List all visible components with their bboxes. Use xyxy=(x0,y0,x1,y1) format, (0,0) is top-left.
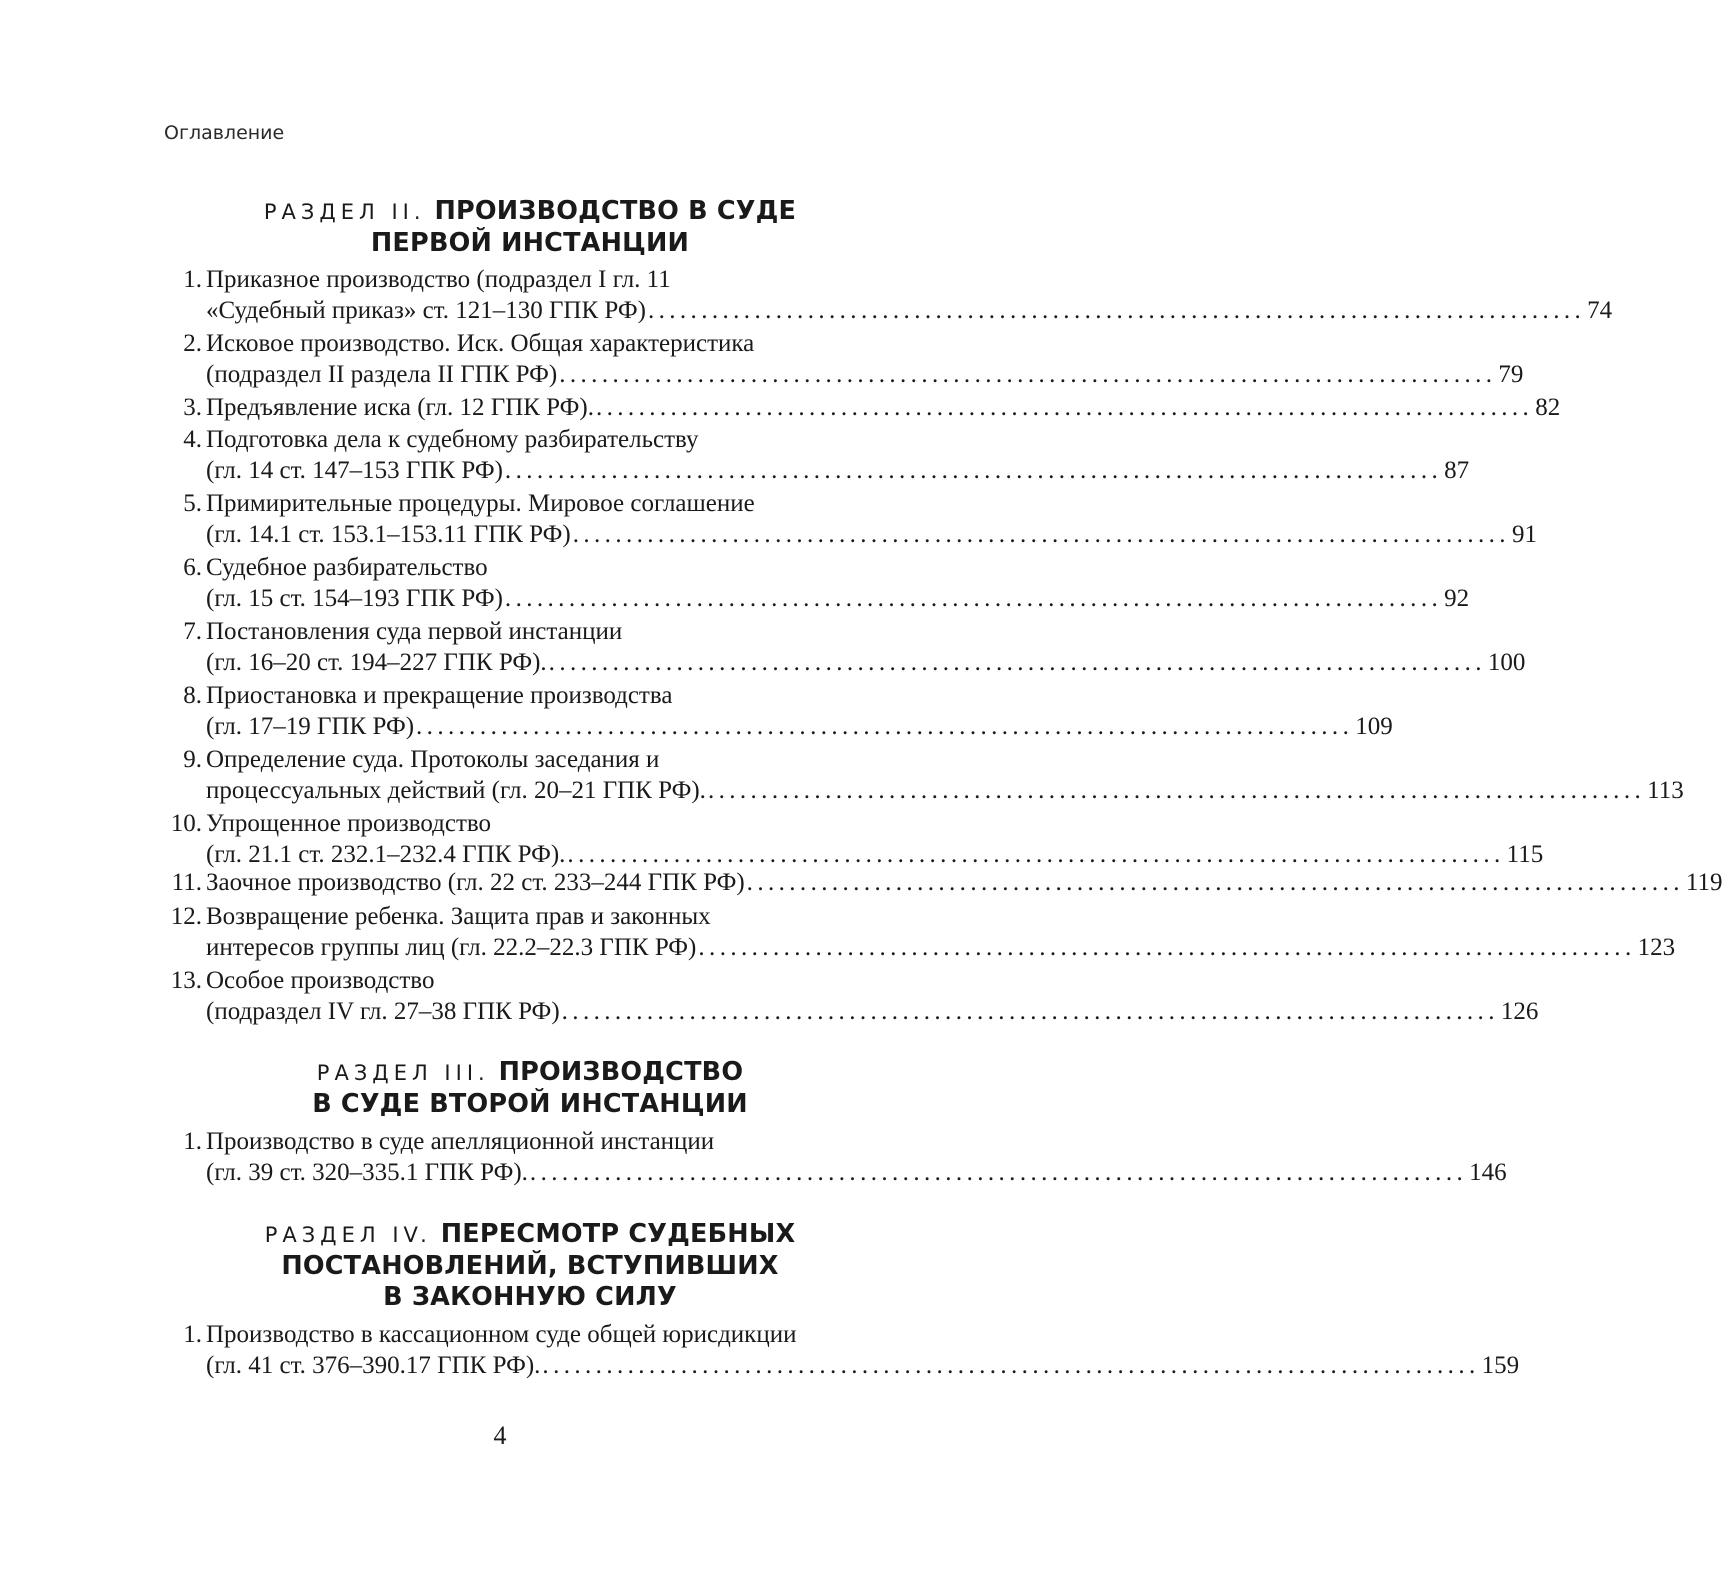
entry-title-line: Производство в кассационном суде общей юрисдикции xyxy=(206,1321,797,1348)
toc-entry[interactable] xyxy=(162,424,1470,486)
entry-page-number: 159 xyxy=(1481,1352,1520,1379)
running-head: Оглавление xyxy=(164,122,285,144)
dot-leader: ........................................................................................ xyxy=(647,297,1586,324)
entry-page-number: 146 xyxy=(1469,1159,1507,1186)
entry-title-line: Производство в суде апелляционной инстанции xyxy=(206,1128,715,1155)
dot-leader: ........................................................................................ xyxy=(416,713,1354,740)
section-title-line: ПОСТАНОВЛЕНИЙ, ВСТУПИВШИХ xyxy=(281,1251,779,1281)
entry-title-line: Приостановка и прекращение производства xyxy=(206,682,673,709)
entry-number: 4. xyxy=(183,426,202,453)
entry-number: 7. xyxy=(183,618,202,645)
toc-entry[interactable] xyxy=(162,328,1524,390)
entry-number: 11. xyxy=(171,869,202,896)
toc-entry[interactable] xyxy=(162,552,1470,614)
entry-page-number: 109 xyxy=(1355,713,1393,740)
entry-title-line: Определение суда. Протоколы заседания и xyxy=(206,746,660,773)
entry-page-number: 115 xyxy=(1506,841,1544,868)
dot-leader: ........................................................................................ xyxy=(595,394,1534,421)
section-label: РАЗДЕЛ III. xyxy=(316,1061,490,1085)
toc-entry[interactable] xyxy=(162,680,1393,742)
entry-number: 6. xyxy=(183,554,202,581)
entry-page-number: 123 xyxy=(1637,934,1676,961)
toc-entry[interactable] xyxy=(162,744,1684,806)
entry-page-number: 100 xyxy=(1487,649,1526,676)
section-heading-4 xyxy=(150,1219,910,1313)
entry-title-line: (гл. 14.1 ст. 153.1–153.11 ГПК РФ) xyxy=(206,521,571,548)
entry-number: 8. xyxy=(183,682,202,709)
section-title-line: ПРОИЗВОДСТВО В СУДЕ xyxy=(434,196,797,226)
entry-page-number: 87 xyxy=(1444,457,1470,484)
toc-entry[interactable] xyxy=(162,965,1539,1027)
entry-title-line: Предъявление иска (гл. 12 ГПК РФ). xyxy=(206,394,594,421)
entry-title-line: интересов группы лиц (гл. 22.2–22.3 ГПК РФ) xyxy=(206,934,697,961)
entry-title-line: (гл. 21.1 ст. 232.1–232.4 ГПК РФ). xyxy=(206,841,566,868)
entry-title-line: (гл. 14 ст. 147–153 ГПК РФ) xyxy=(206,457,503,484)
entry-title-line: процессуальных действий (гл. 20–21 ГПК РФ). xyxy=(206,777,706,804)
entry-page-number: 74 xyxy=(1587,297,1613,324)
entry-title-line: (подраздел IV гл. 27–38 ГПК РФ) xyxy=(206,998,560,1025)
toc-entry[interactable] xyxy=(162,1319,1520,1381)
entry-number: 1. xyxy=(183,1128,202,1155)
entry-page-number: 119 xyxy=(1685,869,1722,896)
entry-number: 9. xyxy=(183,746,202,773)
section-title-line: ПРОИЗВОДСТВО xyxy=(498,1057,744,1087)
entry-title-line: (гл. 17–19 ГПК РФ) xyxy=(206,713,415,740)
toc-entry[interactable] xyxy=(162,901,1676,963)
toc-entry[interactable] xyxy=(162,488,1537,550)
dot-leader: ........................................................................................ xyxy=(529,1159,1468,1186)
entry-page-number: 79 xyxy=(1498,361,1524,388)
entry-title-line: (гл. 15 ст. 154–193 ГПК РФ) xyxy=(206,585,503,612)
entry-number: 5. xyxy=(183,490,202,517)
entry-title-line: Заочное производство (гл. 22 ст. 233–244 ГПК РФ) xyxy=(206,869,745,896)
toc-entry[interactable] xyxy=(162,392,1561,423)
entry-title-line: Упрощенное производство xyxy=(206,810,492,837)
section-heading-2 xyxy=(150,196,910,259)
section-heading-3 xyxy=(150,1057,910,1120)
entry-title-line: «Судебный приказ» ст. 121–130 ГПК РФ) xyxy=(206,297,646,324)
section-title-line: В ЗАКОННУЮ СИЛУ xyxy=(383,1282,677,1312)
toc-entry[interactable] xyxy=(162,867,1722,898)
dot-leader: ........................................................................................ xyxy=(548,649,1486,676)
page-number: 4 xyxy=(493,1421,507,1450)
entry-title-line: (гл. 41 ст. 376–390.17 ГПК РФ). xyxy=(206,1352,541,1379)
dot-leader: ........................................................................................ xyxy=(559,361,1497,388)
entry-number: 1. xyxy=(183,266,202,293)
section-title-line: ПЕРВОЙ ИНСТАНЦИИ xyxy=(370,228,690,258)
dot-leader: ........................................................................................ xyxy=(504,457,1443,484)
entry-title-line: Примирительные процедуры. Мировое соглашение xyxy=(206,490,755,517)
entry-title-line: (гл. 16–20 ст. 194–227 ГПК РФ). xyxy=(206,649,547,676)
entry-title-line: Постановления суда первой инстанции xyxy=(206,618,623,645)
entry-page-number: 126 xyxy=(1500,998,1539,1025)
entry-page-number: 91 xyxy=(1511,521,1537,548)
section-title-line: ПЕРЕСМОТР СУДЕБНЫХ xyxy=(440,1219,796,1249)
entry-page-number: 82 xyxy=(1535,394,1561,421)
entry-title-line: Приказное производство (подраздел I гл. 11 xyxy=(206,266,671,293)
toc-entry[interactable] xyxy=(162,264,1613,326)
entry-number: 2. xyxy=(183,330,202,357)
section-label: РАЗДЕЛ IV. xyxy=(264,1223,432,1247)
dot-leader: ........................................................................................ xyxy=(504,585,1443,612)
entry-number: 10. xyxy=(170,810,202,837)
dot-leader: ........................................................................................ xyxy=(746,869,1684,896)
entry-page-number: 113 xyxy=(1647,777,1684,804)
dot-leader: ........................................................................................ xyxy=(698,934,1636,961)
toc-entry[interactable] xyxy=(162,616,1526,678)
toc-entry[interactable] xyxy=(162,1126,1507,1188)
dot-leader: ........................................................................................ xyxy=(572,521,1510,548)
section-title-line: В СУДЕ ВТОРОЙ ИНСТАНЦИИ xyxy=(312,1089,748,1119)
entry-number: 12. xyxy=(170,903,202,930)
dot-leader: ........................................................................................ xyxy=(567,841,1505,868)
entry-title-line: Судебное разбирательство xyxy=(206,554,488,581)
entry-number: 1. xyxy=(183,1321,202,1348)
entry-title-line: Возвращение ребенка. Защита прав и законных xyxy=(206,903,711,930)
entry-number: 13. xyxy=(170,967,202,994)
entry-title-line: Подготовка дела к судебному разбирательству xyxy=(206,426,699,453)
entry-title-line: (гл. 39 ст. 320–335.1 ГПК РФ). xyxy=(206,1159,528,1186)
dot-leader: ........................................................................................ xyxy=(542,1352,1480,1379)
dot-leader: ........................................................................................ xyxy=(707,777,1646,804)
dot-leader: ........................................................................................ xyxy=(561,998,1499,1025)
entry-page-number: 92 xyxy=(1444,585,1470,612)
entry-number: 3. xyxy=(183,394,202,421)
entry-title-line: (подраздел II раздела II ГПК РФ) xyxy=(206,361,558,388)
toc-entry[interactable] xyxy=(162,808,1544,870)
entry-title-line: Исковое производство. Иск. Общая характеристика xyxy=(206,330,755,357)
entry-title-line: Особое производство xyxy=(206,967,435,994)
section-label: РАЗДЕЛ II. xyxy=(263,200,426,224)
